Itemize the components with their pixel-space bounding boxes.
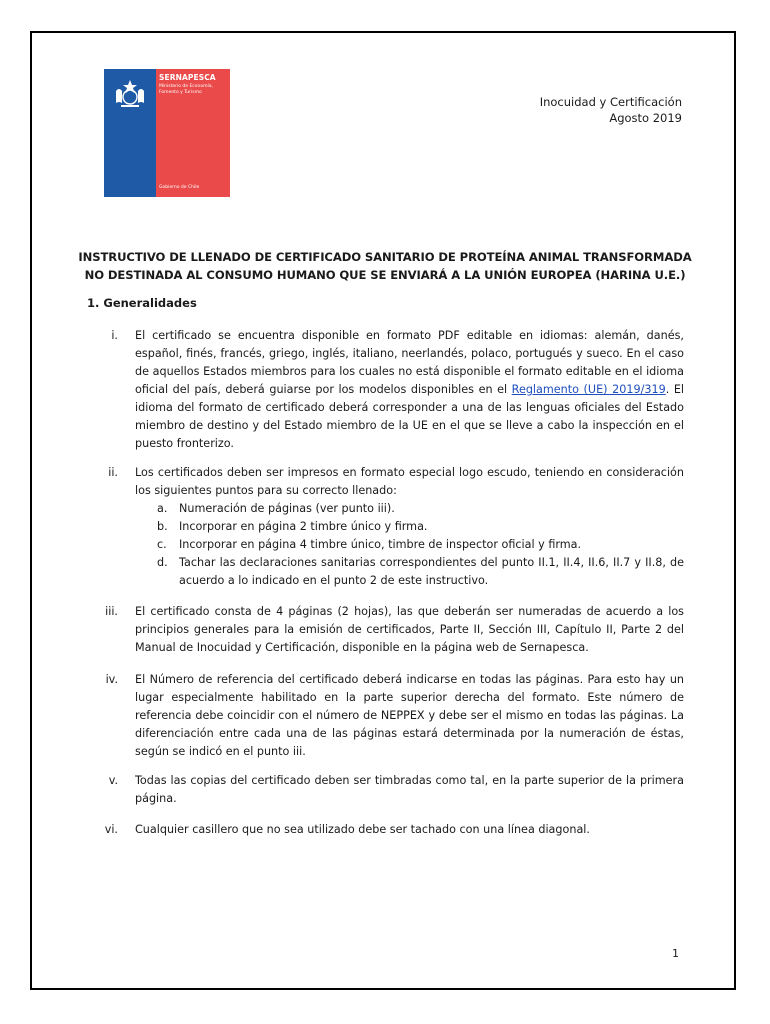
- coat-of-arms-icon: [104, 69, 156, 119]
- document-date: Agosto 2019: [609, 111, 682, 125]
- sub-mark: b.: [157, 520, 168, 533]
- item-number: i.: [111, 329, 118, 342]
- sub-text: Incorporar en página 2 timbre único y firma.: [179, 520, 428, 533]
- list-item-vi: [88, 821, 684, 839]
- item-text: Cualquier casillero que no sea utilizado debe ser tachado con una línea diagonal.: [135, 823, 590, 836]
- item-text-after: . El idioma del formato de certificado deberá corresponder a una de las lenguas oficiales del Estado miembro de destino y del Estado miembro de la UE en el que se lleve a cabo la inspección en el puesto fronterizo.: [135, 383, 685, 450]
- sub-mark: c.: [157, 538, 167, 551]
- list-item-i: [88, 327, 684, 453]
- item-text: Todas las copias del certificado deben ser timbradas como tal, en la parte superior de la primera página.: [135, 774, 684, 805]
- item-text: [135, 464, 684, 590]
- item-text: El certificado consta de 4 páginas (2 hojas), las que deberán ser numeradas de acuerdo a los principios generales para la emisión de certificados, Parte II, Sección III, Capítulo II, Parte 2 del Manual de Inocuidad y Certificación, disponible en la página web de Sernapesca.: [135, 605, 684, 654]
- item-text: El Número de referencia del certificado deberá indicarse en todas las páginas. Para esto hay un lugar especialmente habilitado en la parte superior derecha del formato. Este número de referencia debe coincidir con el número de NEPPEX y debe ser el mismo en todas las páginas. La diferenciación entre cada una de las páginas estará determinada por la numeración de éstas, según se indicó en el punto iii.: [135, 673, 684, 758]
- title-line-1: INSTRUCTIVO DE LLENADO DE CERTIFICADO SANITARIO DE PROTEÍNA ANIMAL TRANSFORMADA: [78, 250, 692, 264]
- sub-item: [135, 518, 684, 536]
- item-number: v.: [108, 774, 118, 787]
- sub-text: Tachar las declaraciones sanitarias correspondientes del punto II.1, II.4, II.6, II.7 y II.8, de acuerdo a lo indicado en el punto 2 de este instructivo.: [179, 556, 684, 587]
- logo-ministry: Ministerio de Economía, Fomento y Turismo: [159, 84, 213, 95]
- document-title: [78, 248, 692, 284]
- logo-brand: SERNAPESCA: [159, 73, 216, 82]
- sub-mark: d.: [157, 556, 168, 569]
- sub-text: Numeración de páginas (ver punto iii).: [179, 502, 395, 515]
- item-intro: Los certificados deben ser impresos en formato especial logo escudo, teniendo en consideración los siguientes puntos para su correcto llenado:: [135, 466, 684, 497]
- logo-government: Gobierno de Chile: [159, 185, 200, 190]
- item-number: vi.: [104, 823, 118, 836]
- list-item-iv: [88, 671, 684, 761]
- sub-text: Incorporar en página 4 timbre único, timbre de inspector oficial y firma.: [179, 538, 582, 551]
- item-text-before: El certificado se encuentra disponible en formato PDF editable en idiomas: alemán, danés, español, finés, francés, griego, inglés, italiano, neerlandés, polaco, portugués y sueco. En el caso de aquellos Estados miembros para los cuales no está disponible el formato editable en el idioma oficial del país, deberá guiarse por los modelos disponibles en el: [135, 329, 684, 396]
- item-number: iv.: [105, 673, 118, 686]
- header-meta: [540, 94, 682, 126]
- section-heading: 1. Generalidades: [87, 296, 197, 310]
- item-text: [135, 327, 684, 453]
- item-number: ii.: [108, 466, 118, 479]
- regulation-link[interactable]: Reglamento (UE) 2019/319: [511, 383, 666, 396]
- sub-list: [135, 500, 684, 590]
- list-item-v: [88, 772, 684, 808]
- title-line-2: NO DESTINADA AL CONSUMO HUMANO QUE SE ENVIARÁ A LA UNIÓN EUROPEA (HARINA U.E.): [84, 268, 686, 282]
- sub-item: [135, 536, 684, 554]
- page-number: 1: [672, 947, 679, 960]
- list-item-iii: [88, 603, 684, 657]
- sernapesca-logo: [104, 69, 230, 197]
- list-item-ii: [88, 464, 684, 590]
- item-number: iii.: [105, 605, 118, 618]
- sub-mark: a.: [157, 502, 168, 515]
- department-label: Inocuidad y Certificación: [539, 95, 682, 109]
- sub-item: [135, 554, 684, 590]
- sub-item: [135, 500, 684, 518]
